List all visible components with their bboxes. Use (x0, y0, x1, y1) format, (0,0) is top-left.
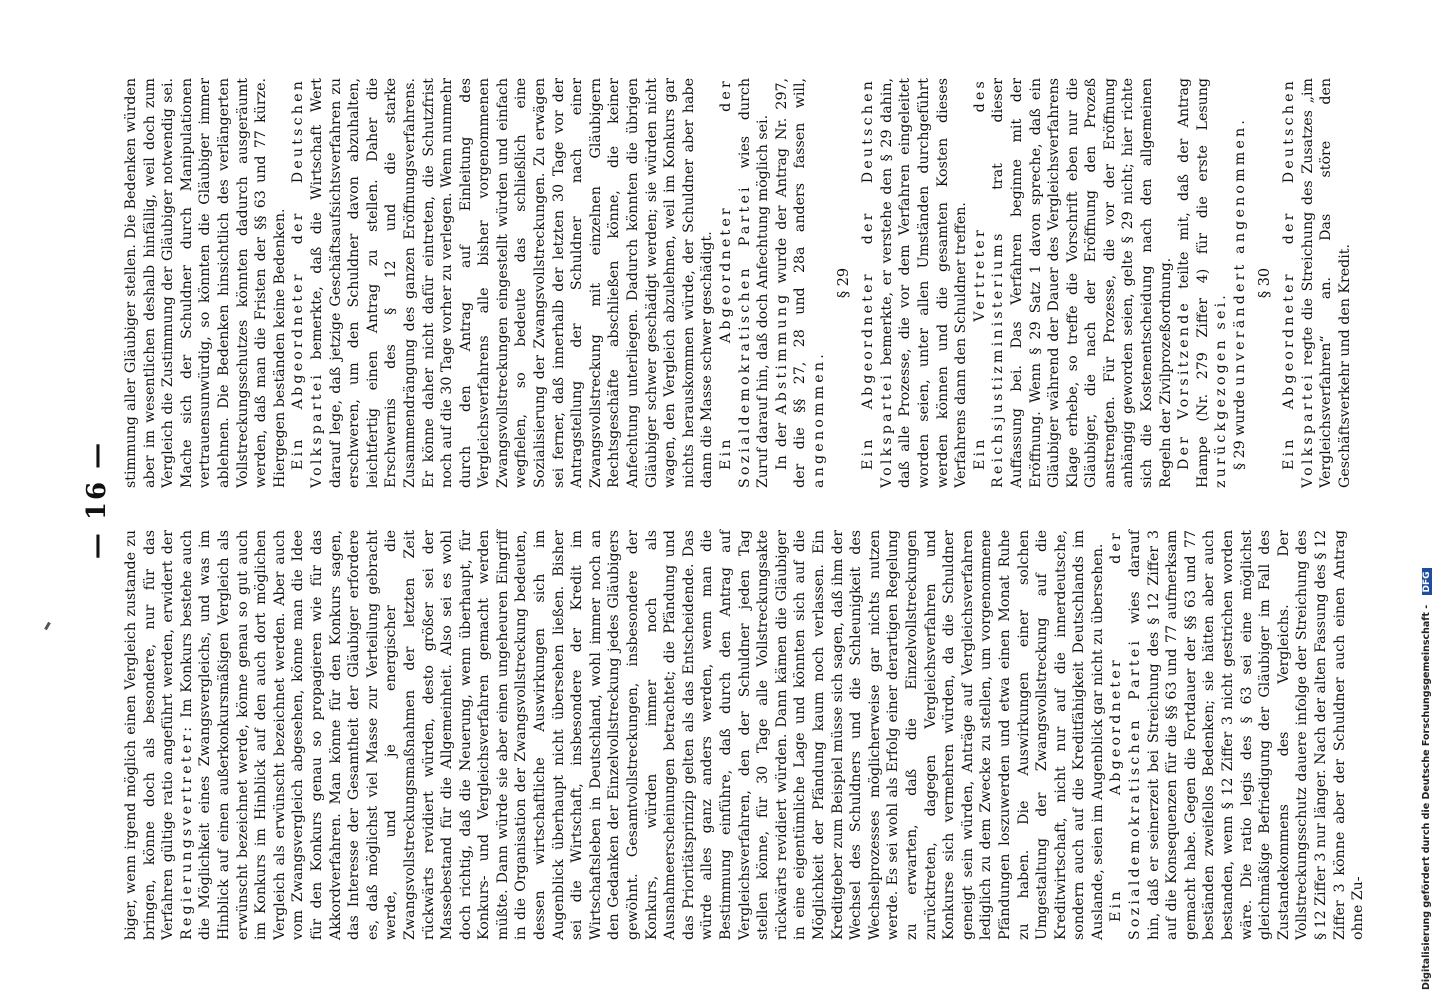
speaker-label: Ein Abgeordneter der Deutschen Volkspartei (860, 78, 895, 488)
right-paragraph-7 (1175, 78, 1231, 488)
page-number-header: — 16 — (82, 440, 112, 560)
decision-label: zurückgezogen sei. (1213, 291, 1230, 488)
paragraph-text: wies durch Zuruf darauf hin, daß doch Anfechtung möglich sei. (736, 78, 772, 488)
decision-label: angenommen. (810, 351, 827, 488)
paragraph-text: Im Konkurs bestehe auch die Möglichkeit eines Zwangsvergleichs, und was im Hinblick auf einen außerkonkursmäßigen Vergleich als erwünscht bezeichnet werde, könne genau so gut auch im Konkurs im Hinblick auf den auch dort möglichen Vergleich als erwünscht bezeichnet werden. Aber auch vom Zwangsvergleich abgesehen, könne man die Idee für den Konkurs genau so propagieren wie für das Akkordverfahren. Man könne für den Konkurs sagen, das Interesse der Gesamtheit der Gläubiger erfordere es, daß möglichst viel Masse zur Verteilung gebracht werde, und je energischer die Zwangsvollstreckungsmaßnahmen der letzten Zeit rückwärts revidiert würden, desto größer sei der Massebestand für die Allgemeinheit. Also sei es wohl doch richtig, daß die Neuerung, wenn überhaupt, für Konkurs- und Vergleichsverfahren gemacht werden müßte. Dann würde sie aber einen ungeheuren Eingriff in die Organisation der Zwangsvollstreckung bedeuten, dessen wirtschaftliche Auswirkungen sich im Augenblick überhaupt nicht übersehen ließen. Bisher sei die Wirtschaft, insbesondere der Kredit im Wirtschaftsleben in Deutschland, wohl immer noch an den Gedanken der Einzelvollstreckung jedes Gläubigers gewöhnt. Gesamtvollstreckungen, insbesondere der Konkurs, würden immer noch als Ausnahmeerscheinungen betrachtet; die Pfändung und das Prioritätsprinzip gelten als das Entscheidende. Das würde alles ganz anders werden, wenn man die Bestimmung einführe, daß durch den Antrag auf Vergleichsverfahren, den der Schuldner jeden Tag stellen könne, für 30 Tage alle Vollstreckungsakte rückwärts revidiert würden. Dann kämen die Gläubiger in eine eigentümliche Lage und könnten sich auf die Möglichkeit der Pfändung kaum noch verlassen. Ein Kreditgeber zum Beispiel müsse sich sagen, daß ihm der Wechsel des Schuldners und die Schleunigkeit des Wechselprozesses möglicherweise gar nichts nutzen werde. Es sei wohl als Erfolg einer derartigen Regelung zu erwarten, daß die Einzelvollstreckungen zurücktreten, dagegen Vergleichsverfahren und Konkurse sich vermehren würden, da die Schuldner geneigt sein würden, Anträge auf Vergleichsverfahren lediglich zu dem Zwecke zu stellen, um vorgenommene Pfändungen loszuwerden und etwa einen Monat Ruhe zu haben. Die Auswirkungen einer solchen Umgestaltung der Zwangsvollstreckung auf die Kreditwirtschaft, nicht nur auf die innerdeutsche, sondern auch auf die Kreditfähigkeit Deutschlands im Auslande, seien im Augenblick gar nicht zu übersehen. (178, 530, 1106, 940)
speaker-label: Ein Abgeordneter der Deutschen Volkspartei (1281, 78, 1316, 488)
right-paragraph-2 (289, 78, 717, 488)
paragraph-text: biger, wenn irgend möglich einen Vergleich zustande zu bringen, könne doch als besondere, nur für das Verfahren gültige ratio angeführt werden, erwidert der (123, 530, 177, 940)
paragraph-text: bemerkte, er verstehe den § 29 dahin, daß alle Prozesse, die vor dem Verfahren eingeleitet worden seien, unter allen Umständen durchgeführt werden können und die gesamten Kosten dieses Verfahrens dann den Schuldner treffen. (878, 77, 970, 488)
section-heading-30: § 30 (1256, 267, 1273, 299)
left-column (122, 530, 1367, 940)
right-paragraph-9 (1280, 78, 1354, 488)
right-paragraph-1 (122, 78, 289, 488)
speaker-label: Ein Abgeordneter der Sozialdemokratischen Partei (718, 78, 753, 488)
digitization-credit (1421, 0, 1435, 990)
scan-speck (44, 622, 51, 630)
speaker-label: Regierungsvertreter: (178, 723, 195, 940)
paragraph-text: In der (773, 422, 790, 470)
decision-label: unverändert angenommen. (1232, 116, 1249, 386)
right-column (122, 77, 1353, 488)
speaker-label: Ein Vertreter des Reichsjustizministeriums (971, 78, 1007, 488)
right-paragraph-8 (1231, 78, 1250, 488)
paragraph-text: bemerkte, daß die Wirtschaft Wert darauf lege, daß jetzige Geschäftsaufsichtsverfahren zu erschweren, um den Schuldner davon abzuhalten, leichtfertig einen Antrag zu stellen. Daher die Erschwernis des § 12 und die starke Zusammendrängung des ganzen Eröffnungsverfahrens. Er könne daher nicht dafür eintreten, die Schutzfrist noch auf die 30 Tage vorher zu verlegen. Wenn nunmehr durch den Antrag auf Einleitung des Vergleichsverfahrens alle bisher vorgenommenen Zwangsvollstreckungen eingestellt würden und einfach wegfielen, so bedeute das schließlich eine Sozialisierung der Zwangsvollstreckungen. Zu erwägen sei ferner, daß innerhalb der letzten 30 Tage vor der Antragstellung der Schuldner nach einer Zwangsvollstreckung mit einzelnen Gläubigern Rechtsgeschäfte abschließen könne, die keiner Anfechtung unterliegen. Dadurch könnten die übrigen Gläubiger schwer geschädigt werden; sie würden nicht wagen, den Vergleich abzulehnen, weil im Konkurs gar nichts herauskommen würde, der Schuldner aber habe dann die Masse schwer geschädigt. (308, 78, 716, 488)
speaker-label: Der Vorsitzende (1176, 300, 1193, 470)
right-paragraph-6 (971, 78, 1176, 488)
paragraph-text: teilte mit, daß der Antrag Hampe (Nr. 279 Ziffer 4) für die erste Lesung (1176, 78, 1211, 488)
left-paragraph-2 (1107, 530, 1367, 940)
right-paragraph-4 (773, 78, 829, 488)
paragraph-text: wies darauf hin, daß er seinerzeit bei Streichung des § 12 Ziffer 3 auf die Konsequenzen für die §§ 63 und 77 aufmerksam gemacht habe. Gegen die Fortdauer der §§ 63 und 77 beständen zweifellos Bedenken; sie hätten aber auch bestanden, wenn § 12 Ziffer 3 nicht gestrichen worden wäre. Die ratio legis des § 63 sei eine möglichst gleichmäßige Befriedigung der Gläubiger im Fall des Zustandekommens des Vergleichs. Der Vollstreckungsschutz dauere infolge der Streichung des § 12 Ziffer 3 nur länger. Nach der alten Fassung des § 12 Ziffer 3 könne aber der Schuldner auch einen Antrag ohne Zu- (1127, 530, 1367, 940)
speaker-label: Abstimmung (773, 291, 790, 415)
right-paragraph-5 (859, 78, 971, 488)
section-heading-29: § 29 (835, 267, 852, 299)
paragraph-text: regte die Streichung des Zusatzes „im Vergleichsverfahren“ an. Das störe den Geschäftsverkehr und den Kredit. (1299, 78, 1353, 488)
paragraph-text: trat dieser Auffassung bei. Das Verfahren beginne mit der Eröffnung. Wenn § 29 Satz 1 davon spreche, daß ein Gläubiger während der Dauer des Vergleichsverfahrens Klage erhebe, so treffe die Vorschrift eben nur die Gläubiger, die nach der Eröffnung den Prozeß anstrengten. Für Prozesse, die vor der Eröffnung anhängig geworden seien, gelte § 29 nicht; hier richte sich die Kostenentscheidung nach den allgemeinen Regeln der Zivilprozeßordnung. (990, 78, 1174, 488)
paragraph-text: wurde der Antrag Nr. 297, der die §§ 27, 28 und 28a anders fassen will, (773, 77, 809, 488)
paragraph-text: § 29 wurde (1232, 390, 1249, 470)
speaker-label: Ein Abgeordneter der Sozialdemokratischen Partei (1108, 530, 1144, 940)
right-paragraph-3 (717, 78, 773, 488)
paragraph-text: stimmung aller Gläubiger stellen. Die Bedenken würden aber im wesentlichen deshalb hinfällig, weil doch zum Vergleich die Zustimmung der Gläubiger notwendig sei. Mache sich der Schuldner durch Manipulationen vertrauensunwürdig, so könnten die Gläubiger immer ablehnen. Die Bedenken hinsichtlich des verlängerten Vollstreckungsschutzes könnten dadurch ausgeräumt werden, daß man die Fristen der §§ 63 und 77 kürze. Hiergegen beständen keine Bedenken. (123, 78, 288, 488)
dfg-logo: DFG (1422, 568, 1432, 595)
left-paragraph-1 (122, 530, 1107, 940)
digitization-credit-text: Digitalisierung gefördert durch die Deutsche Forschungsgemeinschaft - (1421, 604, 1432, 990)
rotated-text-block (82, 60, 1367, 940)
speaker-label: Ein Abgeordneter der Deutschen Volkspartei (290, 78, 325, 488)
